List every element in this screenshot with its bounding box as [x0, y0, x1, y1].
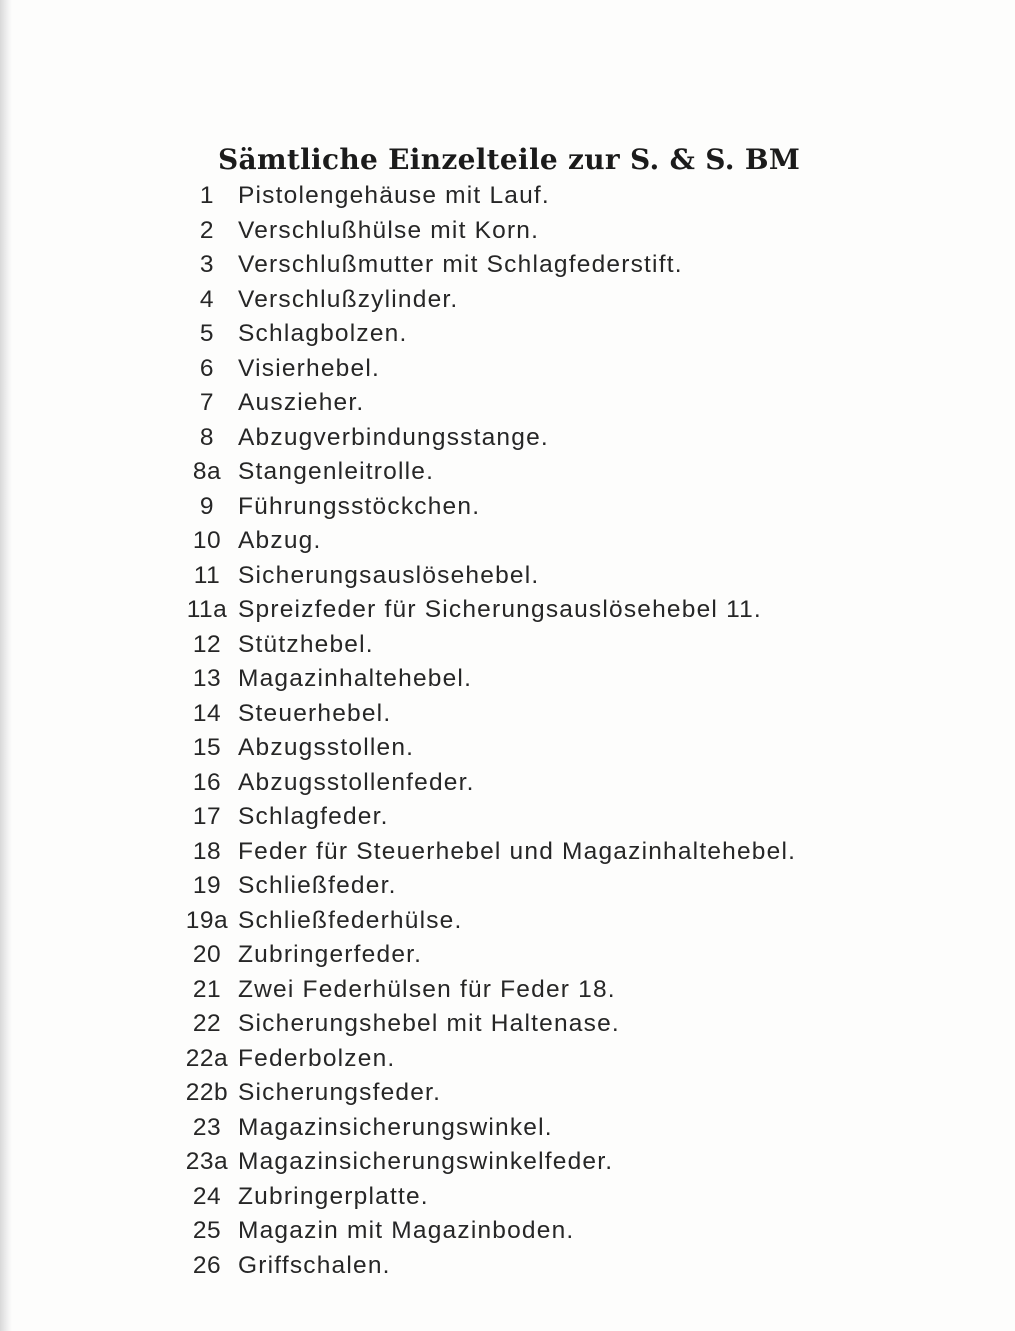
part-name: Schließfederhülse.	[238, 906, 463, 934]
part-number: 13	[192, 665, 222, 693]
part-list-item	[176, 1007, 796, 1042]
part-name: Sicherungshebel mit Haltenase.	[238, 1010, 620, 1038]
part-number: 10	[192, 527, 222, 555]
part-number: 25	[192, 1217, 222, 1245]
part-list-item	[176, 317, 796, 352]
part-name: Schlagfeder.	[238, 803, 389, 831]
page-title: Sämtliche Einzelteile zur S. & S. BM	[218, 143, 801, 176]
part-list-item	[176, 455, 796, 490]
part-number: 8a	[192, 458, 222, 486]
part-number: 8	[199, 423, 215, 451]
part-name: Magazinsicherungswinkelfeder.	[238, 1148, 614, 1176]
part-number: 23a	[185, 1148, 229, 1176]
part-number: 1	[199, 182, 215, 210]
part-list-item	[176, 1249, 796, 1284]
part-number: 19	[192, 872, 222, 900]
part-number: 2	[199, 216, 215, 244]
part-number: 19a	[185, 906, 229, 934]
part-number: 21	[192, 975, 222, 1003]
part-list-item	[176, 1076, 796, 1111]
part-list-item	[176, 938, 796, 973]
part-number: 15	[192, 734, 222, 762]
part-list-item	[176, 214, 796, 249]
part-name: Spreizfeder für Sicherungsauslösehebel 11.	[238, 596, 762, 624]
part-number: 7	[199, 389, 215, 417]
part-list-item	[176, 1042, 796, 1077]
part-number: 22b	[185, 1079, 229, 1107]
part-name: Pistolengehäuse mit Lauf.	[238, 182, 550, 210]
part-name: Schließfeder.	[238, 872, 397, 900]
part-number: 6	[199, 354, 215, 382]
part-list-item	[176, 421, 796, 456]
part-name: Verschlußmutter mit Schlagfederstift.	[238, 251, 683, 279]
part-name: Feder für Steuerhebel und Magazinhaltehebel.	[238, 837, 797, 865]
part-list-item	[176, 662, 796, 697]
part-list-item	[176, 766, 796, 801]
part-list-item	[176, 973, 796, 1008]
part-list-item	[176, 835, 796, 870]
part-name: Sicherungsfeder.	[238, 1079, 442, 1107]
part-list-item	[176, 1214, 796, 1249]
part-name: Steuerhebel.	[238, 699, 392, 727]
part-name: Stützhebel.	[238, 630, 374, 658]
part-list-item	[176, 386, 796, 421]
part-name: Magazinhaltehebel.	[238, 665, 473, 693]
part-number: 20	[192, 941, 222, 969]
part-list-item	[176, 283, 796, 318]
part-name: Führungsstöckchen.	[238, 492, 481, 520]
part-number: 5	[199, 320, 215, 348]
part-name: Auszieher.	[238, 389, 365, 417]
part-list-item	[176, 352, 796, 387]
part-name: Zwei Federhülsen für Feder 18.	[238, 975, 616, 1003]
part-name: Griffschalen.	[238, 1251, 391, 1279]
part-list-item	[176, 524, 796, 559]
part-list-item	[176, 593, 796, 628]
part-name: Federbolzen.	[238, 1044, 396, 1072]
part-number: 9	[199, 492, 215, 520]
part-number: 24	[192, 1182, 222, 1210]
part-name: Magazinsicherungswinkel.	[238, 1113, 553, 1141]
part-name: Visierhebel.	[238, 354, 380, 382]
part-list-item	[176, 697, 796, 732]
part-list-item	[176, 248, 796, 283]
part-name: Zubringerfeder.	[238, 941, 423, 969]
part-number: 11a	[186, 596, 228, 624]
part-number: 11	[193, 561, 221, 589]
parts-list	[176, 179, 796, 1283]
part-number: 22a	[185, 1044, 229, 1072]
part-number: 16	[192, 768, 222, 796]
part-number: 26	[192, 1251, 222, 1279]
part-name: Abzugsstollen.	[238, 734, 415, 762]
part-name: Abzugverbindungsstange.	[238, 423, 549, 451]
part-list-item	[176, 559, 796, 594]
part-list-item	[176, 179, 796, 214]
part-number: 12	[192, 630, 222, 658]
part-list-item	[176, 1180, 796, 1215]
part-list-item	[176, 628, 796, 663]
part-number: 4	[199, 285, 215, 313]
part-name: Abzug.	[238, 527, 322, 555]
part-name: Verschlußzylinder.	[238, 285, 459, 313]
part-number: 17	[192, 803, 222, 831]
part-number: 22	[192, 1010, 222, 1038]
part-number: 18	[192, 837, 222, 865]
part-name: Magazin mit Magazinboden.	[238, 1217, 575, 1245]
part-list-item	[176, 904, 796, 939]
part-number: 14	[192, 699, 222, 727]
part-name: Abzugsstollenfeder.	[238, 768, 475, 796]
part-list-item	[176, 731, 796, 766]
part-name: Verschlußhülse mit Korn.	[238, 216, 540, 244]
page-gutter-shadow	[0, 0, 12, 1331]
part-name: Zubringerplatte.	[238, 1182, 429, 1210]
part-number: 23	[192, 1113, 222, 1141]
part-name: Sicherungsauslösehebel.	[238, 561, 540, 589]
part-name: Schlagbolzen.	[238, 320, 408, 348]
part-list-item	[176, 1145, 796, 1180]
part-list-item	[176, 869, 796, 904]
part-list-item	[176, 1111, 796, 1146]
part-number: 3	[199, 251, 215, 279]
part-list-item	[176, 490, 796, 525]
part-name: Stangenleitrolle.	[238, 458, 435, 486]
part-list-item	[176, 800, 796, 835]
